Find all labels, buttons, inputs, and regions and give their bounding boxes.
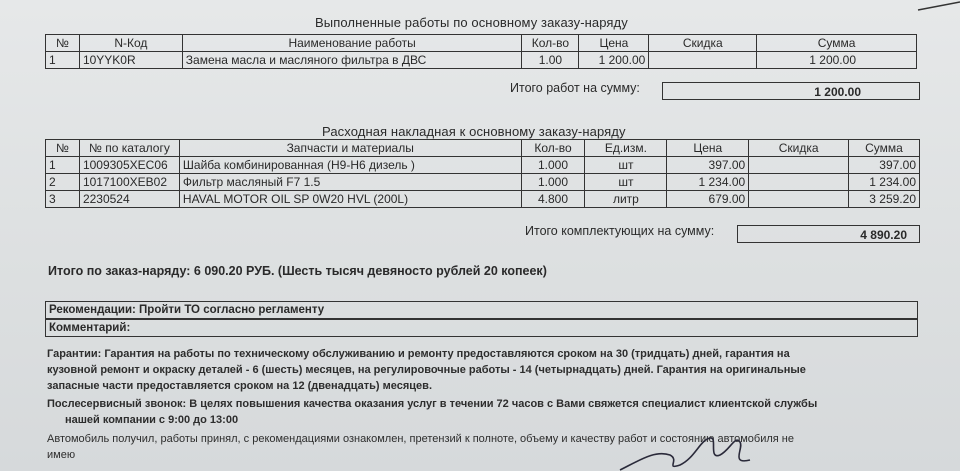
row-qty: 1.000	[521, 157, 585, 174]
recommendations-box	[45, 301, 918, 319]
row-price: 397.00	[667, 157, 749, 174]
row-discount	[649, 52, 757, 69]
row-unit: шт	[585, 157, 667, 174]
row-sum: 1 234.00	[849, 174, 920, 191]
works-header-row	[46, 35, 917, 52]
header-catalog: № по каталогу	[79, 140, 179, 157]
header-unit: Ед.изм.	[585, 140, 667, 157]
row-discount	[749, 191, 849, 208]
header-code: N-Код	[79, 35, 182, 52]
call-line: Послесервисный звонок: В целях повышения качества оказания услуг в течении 72 часов с Вами свяжется специалист клиентской службы	[47, 398, 818, 410]
header-work-name: Наименование работы	[182, 35, 522, 52]
row-number: 1	[46, 52, 80, 69]
row-unit: шт	[585, 174, 667, 191]
header-number: №	[46, 35, 80, 52]
header-sum: Сумма	[849, 140, 920, 157]
header-price: Цена	[579, 35, 649, 52]
header-qty: Кол-во	[522, 35, 579, 52]
works-table	[45, 34, 917, 69]
header-sum: Сумма	[757, 35, 917, 52]
row-part-name: Фильтр масляный F7 1.5	[179, 174, 521, 191]
parts-table	[45, 139, 920, 208]
row-sum: 1 200.00	[757, 52, 917, 69]
call-line: нашей компании с 9:00 до 13:00	[65, 414, 239, 426]
works-title: Выполненные работы по основному заказу-наряду	[315, 15, 628, 30]
parts-header-row	[46, 140, 920, 157]
works-total-label: Итого работ на сумму:	[510, 81, 640, 95]
row-sum: 397.00	[849, 157, 920, 174]
works-total-value: 1 200.00	[662, 82, 920, 100]
row-price: 1 200.00	[579, 52, 649, 69]
row-part-name: Шайба комбинированная (H9-H6 дизель )	[179, 157, 521, 174]
row-discount	[749, 157, 849, 174]
table-row	[46, 157, 920, 174]
row-unit: литр	[585, 191, 667, 208]
row-sum: 3 259.20	[849, 191, 920, 208]
order-total: Итого по заказ-наряду: 6 090.20 РУБ. (Шесть тысяч девяносто рублей 20 копеек)	[48, 264, 547, 278]
comments-box	[45, 319, 918, 337]
header-parts-name: Запчасти и материалы	[179, 140, 521, 157]
table-row	[46, 191, 920, 208]
row-number: 3	[46, 191, 80, 208]
row-catalog: 2230524	[79, 191, 179, 208]
guarantee-line: кузовной ремонт и окраску деталей - 6 (шесть) месяцев, на регулировочные работы - 14 (четырнадцать) дней. Гарантия на оригинальные	[47, 364, 806, 376]
guarantee-line: Гарантии: Гарантия на работы по техническому обслуживанию и ремонту предоставляются сроком на 30 (тридцать) дней, гарантия на	[47, 348, 790, 360]
header-discount: Скидка	[649, 35, 757, 52]
parts-total-value: 4 890.20	[737, 225, 920, 243]
guarantee-line: запасные части предоставляется сроком на 12 (двенадцать) месяцев.	[47, 380, 432, 392]
page-corner-decoration	[900, 0, 960, 12]
signature-image	[610, 430, 770, 471]
row-part-name: HAVAL MOTOR OIL SP 0W20 HVL (200L)	[179, 191, 521, 208]
header-qty: Кол-во	[521, 140, 585, 157]
row-price: 679.00	[667, 191, 749, 208]
table-row	[46, 52, 917, 69]
row-discount	[749, 174, 849, 191]
acceptance-line: Автомобиль получил, работы принял, с рекомендациями ознакомлен, претензий к полноте, объему и качеству работ и состоянию автомобиля не	[47, 433, 794, 445]
row-price: 1 234.00	[667, 174, 749, 191]
post-service-call-text	[47, 396, 817, 428]
row-number: 1	[46, 157, 80, 174]
row-work-name: Замена масла и масляного фильтра в ДВС	[182, 52, 522, 69]
header-price: Цена	[667, 140, 749, 157]
row-qty: 1.000	[521, 174, 585, 191]
header-discount: Скидка	[749, 140, 849, 157]
row-qty: 1.00	[522, 52, 579, 69]
parts-title: Расходная накладная к основному заказу-наряду	[322, 124, 626, 139]
recommendations-text: Рекомендации: Пройти ТО согласно регламенту	[49, 304, 325, 316]
comments-label: Комментарий:	[49, 322, 131, 334]
row-catalog: 1009305XEC06	[79, 157, 179, 174]
row-qty: 4.800	[521, 191, 585, 208]
guarantee-text	[47, 346, 806, 394]
acceptance-line: имею	[47, 449, 76, 461]
row-code: 10YYK0R	[79, 52, 182, 69]
header-number: №	[46, 140, 80, 157]
row-number: 2	[46, 174, 80, 191]
table-row	[46, 174, 920, 191]
row-catalog: 1017100XEB02	[79, 174, 179, 191]
parts-total-label: Итого комплектующих на сумму:	[525, 224, 715, 238]
